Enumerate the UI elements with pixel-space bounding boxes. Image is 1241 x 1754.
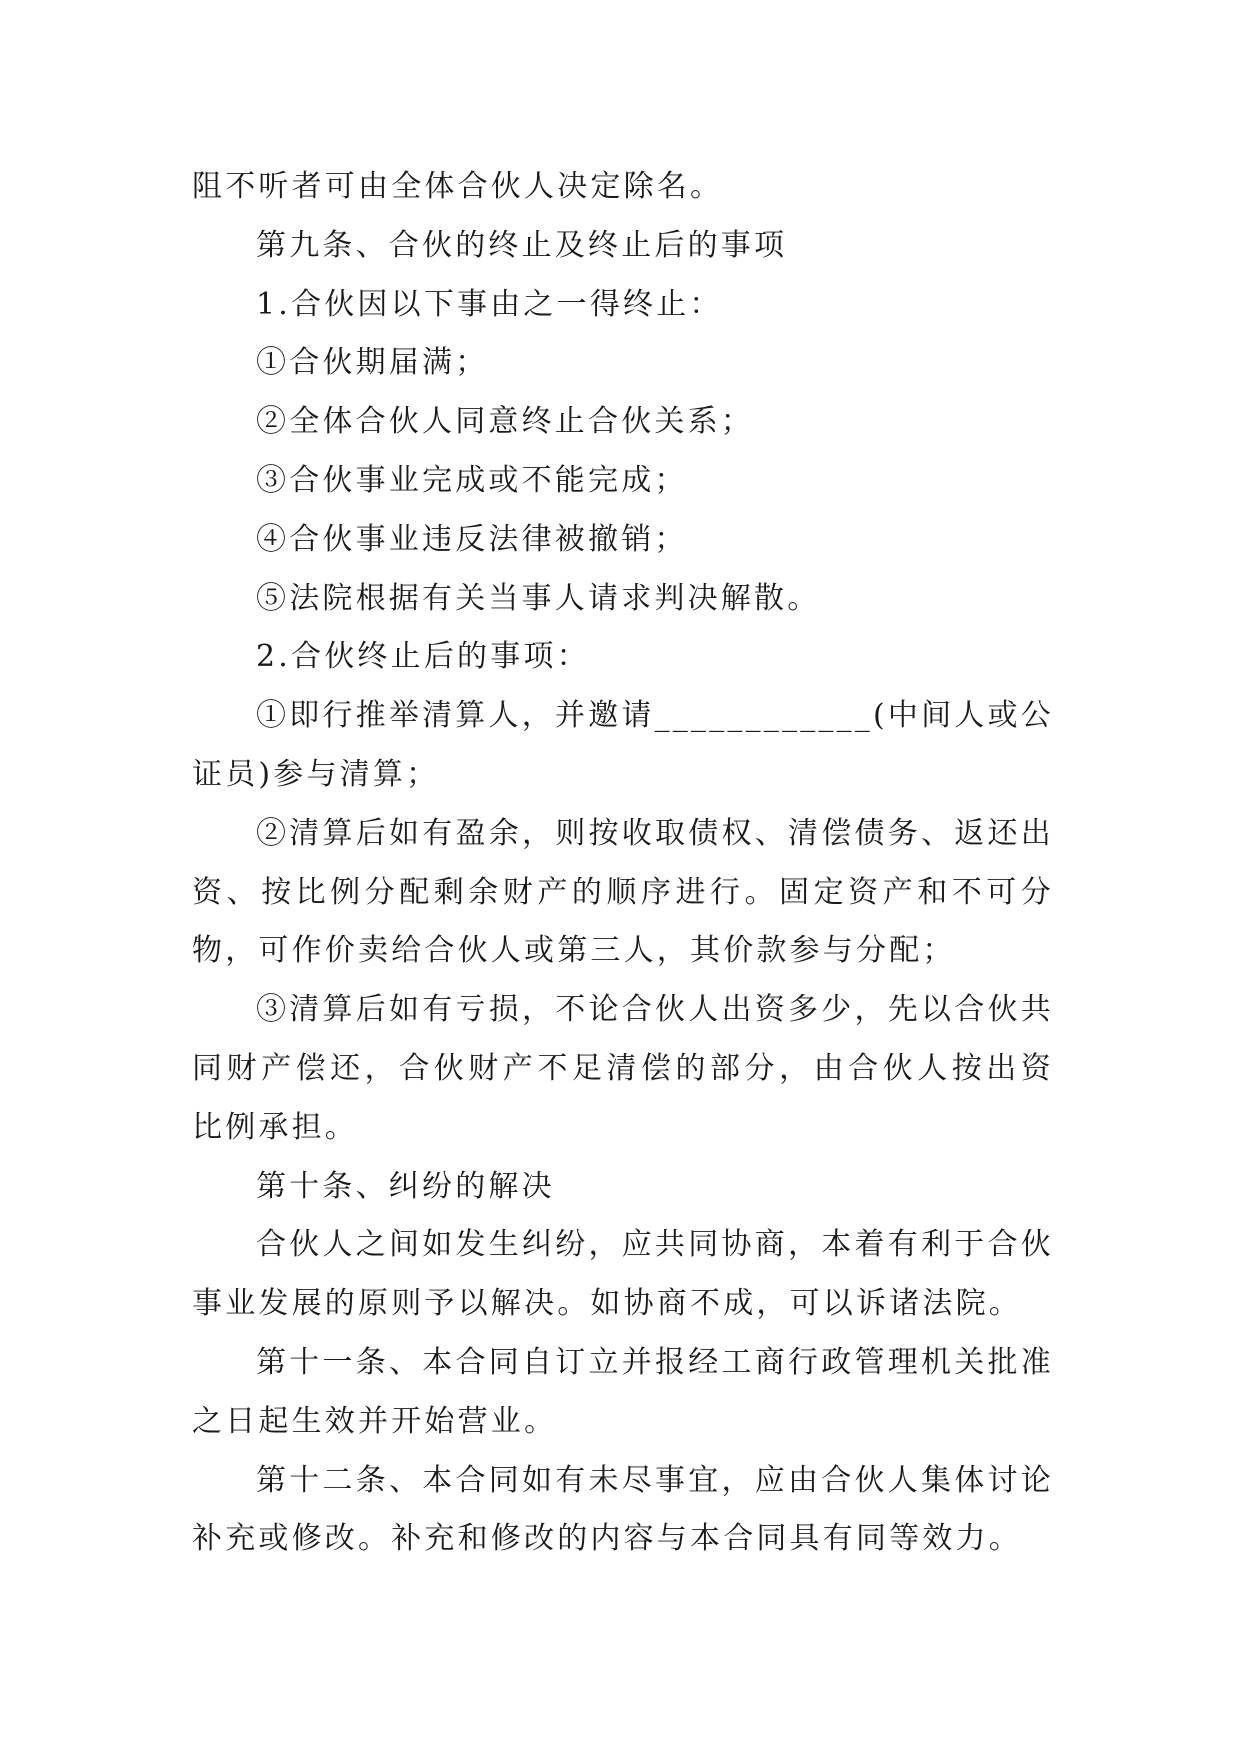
article-9-heading: 第九条、合伙的终止及终止后的事项 bbox=[256, 227, 788, 263]
post-termination-item-3: ③清算后如有亏损，不论合伙人出资多少，先以合伙共同财产偿还，合伙财产不足清偿的部分，由合伙人按出资比例承担。 bbox=[192, 992, 1054, 1145]
termination-cause-5: ⑤法院根据有关当事人请求判决解散。 bbox=[256, 580, 821, 616]
termination-cause-3: ③合伙事业完成或不能完成； bbox=[256, 462, 688, 498]
post-termination-intro: 2.合伙终止后的事项： bbox=[256, 639, 590, 675]
article-10-heading: 第十条、纠纷的解决 bbox=[256, 1168, 555, 1204]
post-termination-item-1: ①即行推举清算人，并邀请____________(中间人或公证员)参与清算； bbox=[192, 698, 1054, 792]
article-11-text: 第十一条、本合同自订立并报经工商行政管理机关批准之日起生效并开始营业。 bbox=[192, 1344, 1054, 1439]
article-12-text: 第十二条、本合同如有未尽事宜，应由合伙人集体讨论补充或修改。补充和修改的内容与本合同具有同等效力。 bbox=[192, 1462, 1054, 1557]
document-body bbox=[192, 158, 1054, 1569]
paragraph-continuation: 阻不听者可由全体合伙人决定除名。 bbox=[192, 169, 724, 204]
termination-causes-intro: 1.合伙因以下事由之一得终止： bbox=[256, 286, 723, 322]
termination-cause-2: ②全体合伙人同意终止合伙关系； bbox=[256, 404, 754, 440]
post-termination-item-2: ②清算后如有盈余，则按收取债权、清偿债务、返还出资、按比例分配剩余财产的顺序进行。固定资产和不可分物，可作价卖给合伙人或第三人，其价款参与分配； bbox=[192, 815, 1054, 969]
dispute-resolution-text: 合伙人之间如发生纠纷，应共同协商，本着有利于合伙事业发展的原则予以解决。如协商不成，可以诉诸法院。 bbox=[192, 1227, 1054, 1322]
termination-cause-1: ①合伙期届满； bbox=[256, 345, 489, 381]
termination-cause-4: ④合伙事业违反法律被撤销； bbox=[256, 521, 688, 557]
